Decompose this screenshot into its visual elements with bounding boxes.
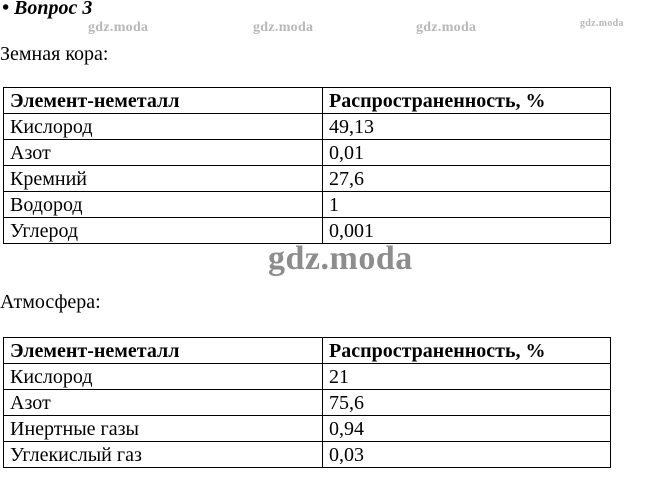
watermark-large: gdz.moda: [268, 240, 413, 277]
element-cell: Кремний: [4, 166, 323, 192]
element-cell: Углекислый газ: [4, 442, 323, 468]
table-header-row: [4, 88, 611, 114]
crust-label: Земная кора:: [0, 43, 109, 65]
abundance-cell: 0,03: [323, 442, 611, 468]
crust-table: [3, 87, 611, 244]
column-header-element: Элемент-неметалл: [4, 88, 323, 114]
abundance-cell: 1: [323, 192, 611, 218]
table-row: [4, 114, 611, 140]
abundance-cell: 75,6: [323, 390, 611, 416]
column-header-element: Элемент-неметалл: [4, 338, 323, 364]
table-row: [4, 166, 611, 192]
abundance-cell: 49,13: [323, 114, 611, 140]
element-cell: Инертные газы: [4, 416, 323, 442]
column-header-abundance: Распространенность, %: [323, 338, 611, 364]
table-header-row: [4, 338, 611, 364]
element-cell: Кислород: [4, 114, 323, 140]
abundance-cell: 0,001: [323, 218, 611, 244]
element-cell: Кислород: [4, 364, 323, 390]
question-heading: • Вопрос 3: [2, 0, 93, 19]
element-cell: Азот: [4, 140, 323, 166]
abundance-cell: 21: [323, 364, 611, 390]
abundance-cell: 0,94: [323, 416, 611, 442]
abundance-cell: 0,01: [323, 140, 611, 166]
element-cell: Азот: [4, 390, 323, 416]
table-row: [4, 442, 611, 468]
atmosphere-table: [3, 337, 611, 468]
table-row: [4, 364, 611, 390]
table-row: [4, 140, 611, 166]
watermark: gdz.moda: [253, 20, 314, 35]
watermark: gdz.moda: [580, 18, 624, 29]
column-header-abundance: Распространенность, %: [323, 88, 611, 114]
element-cell: Углерод: [4, 218, 323, 244]
element-cell: Водород: [4, 192, 323, 218]
table-row: [4, 390, 611, 416]
table-row: [4, 416, 611, 442]
table-row: [4, 192, 611, 218]
watermark: gdz.moda: [88, 20, 149, 35]
abundance-cell: 27,6: [323, 166, 611, 192]
atmosphere-label: Атмосфера:: [0, 291, 101, 313]
watermark: gdz.moda: [416, 20, 477, 35]
